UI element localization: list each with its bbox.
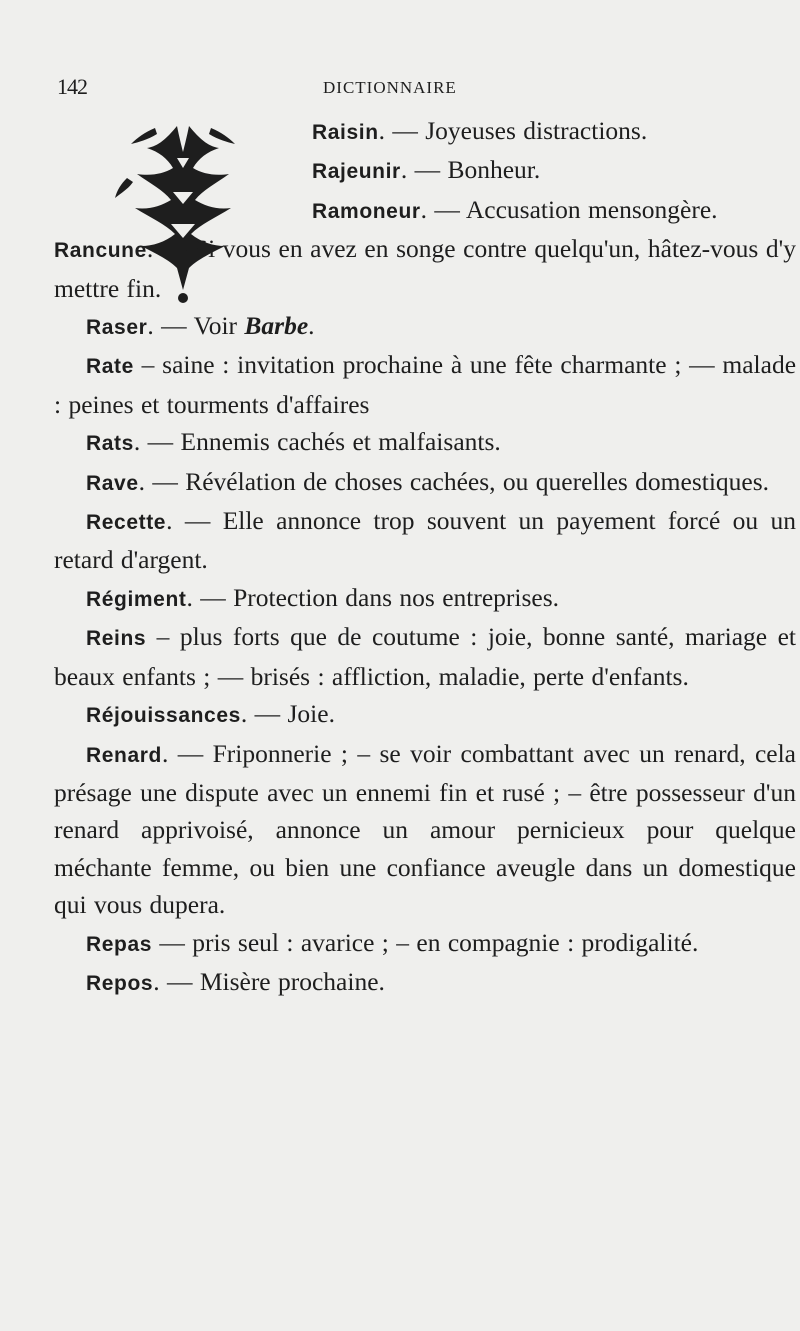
headword: Raisin	[312, 121, 379, 144]
entry-rancune: Rancune. — Si vous en avez en songe contre quelqu'un, hâtez-vous d'y mettre fin.	[54, 234, 797, 303]
headword: Réjouissances	[86, 704, 241, 728]
entry-rate: Rate – saine : invitation prochaine à une fête charmante ; — malade : peines et tourments d'affaires	[54, 350, 797, 419]
definition: Protection dans nos entreprises.	[233, 582, 560, 612]
definition: plus forts que de coutume : joie, bonne santé, mariage et beaux enfants ; — brisés : affliction, maladie, perte d'enfants.	[54, 622, 796, 691]
definition: Friponnerie ; – se voir combattant avec un renard, cela présage une dispute avec un ennemi fin et rusé ; – être possesseur d'un renard apprivoisé, annonce un amour pernicieux pour quelque méchante femme, ou bien une confiance aveugle dans un domestique qui vous dupera.	[54, 738, 797, 920]
page-number: 142	[57, 74, 87, 99]
cross-reference: Barbe	[244, 311, 309, 341]
definition: Joyeuses distractions.	[425, 116, 648, 145]
headword: Recette	[86, 511, 167, 535]
headword: Rave	[86, 471, 139, 495]
headword: Rate	[86, 355, 134, 379]
running-head: DICTIONNAIRE	[323, 78, 457, 97]
definition: Bonheur.	[447, 155, 541, 185]
entry-ramoneur: Ramoneur. — Accusation mensongère.	[312, 194, 718, 224]
definition: Si vous en avez en songe contre quelqu'un, hâtez-vous d'y mettre fin.	[54, 234, 797, 303]
definition: Joie.	[287, 699, 335, 729]
headword: Reins	[86, 627, 147, 651]
entry-reins: Reins – plus forts que de coutume : joie, bonne santé, mariage et beaux enfants ; — brisés : affliction, maladie, perte d'enfants.	[54, 622, 796, 691]
headword: Rancune	[54, 239, 147, 263]
entry-raser: Raser. — Voir Barbe.	[86, 311, 315, 341]
entry-regiment: Régiment. — Protection dans nos entreprises.	[86, 582, 560, 612]
headword: Renard	[86, 743, 162, 767]
entry-recette: Recette. — Elle annonce trop souvent un payement forcé ou un retard d'argent.	[54, 506, 797, 575]
entry-renard: Renard. — Friponnerie ; – se voir combattant avec un renard, cela présage une dispute avec un ennemi fin et rusé ; – être possesseur d'un renard apprivoisé, annonce un amour pernicieux pour quelque méchante femme, ou bien une confiance aveugle dans un domestique qui vous dupera.	[54, 738, 797, 920]
definition: Elle annonce trop souvent un payement forcé ou un retard d'argent.	[54, 506, 797, 575]
definition: Révélation de choses cachées, ou querelles domestiques.	[185, 466, 770, 496]
entry-raisin: Raisin. — Joyeuses distractions.	[312, 116, 648, 145]
definition: Accusation mensongère.	[465, 194, 718, 224]
headword: Régiment	[86, 587, 187, 611]
definition: pris seul : avarice ; – en compagnie : prodigalité.	[192, 927, 699, 957]
entry-repas: Repas — pris seul : avarice ; – en compagnie : prodigalité.	[86, 927, 699, 957]
headword: Rats	[86, 432, 134, 456]
entry-rats: Rats. — Ennemis cachés et malfaisants.	[86, 427, 501, 457]
entry-rajeunir: Rajeunir. — Bonheur.	[312, 155, 541, 185]
definition: Ennemis cachés et malfaisants.	[180, 427, 501, 457]
headword: Repas	[86, 932, 153, 956]
headword: Raser	[86, 316, 148, 340]
page-header	[57, 74, 740, 104]
definition: Misère prochaine.	[199, 966, 385, 996]
headword: Repos	[86, 971, 154, 995]
headword: Ramoneur	[312, 199, 421, 223]
definition: saine : invitation prochaine à une fête charmante ; — malade : peines et tourments d'affaires	[54, 350, 797, 419]
dictionary-entries	[54, 112, 796, 1002]
entry-repos: Repos. — Misère prochaine.	[86, 966, 385, 996]
entry-rejouissances: Réjouissances. — Joie.	[86, 699, 335, 729]
headword: Rajeunir	[312, 160, 401, 184]
definition: Voir	[193, 311, 245, 341]
entry-rave: Rave. — Révélation de choses cachées, ou querelles domestiques.	[86, 466, 770, 496]
